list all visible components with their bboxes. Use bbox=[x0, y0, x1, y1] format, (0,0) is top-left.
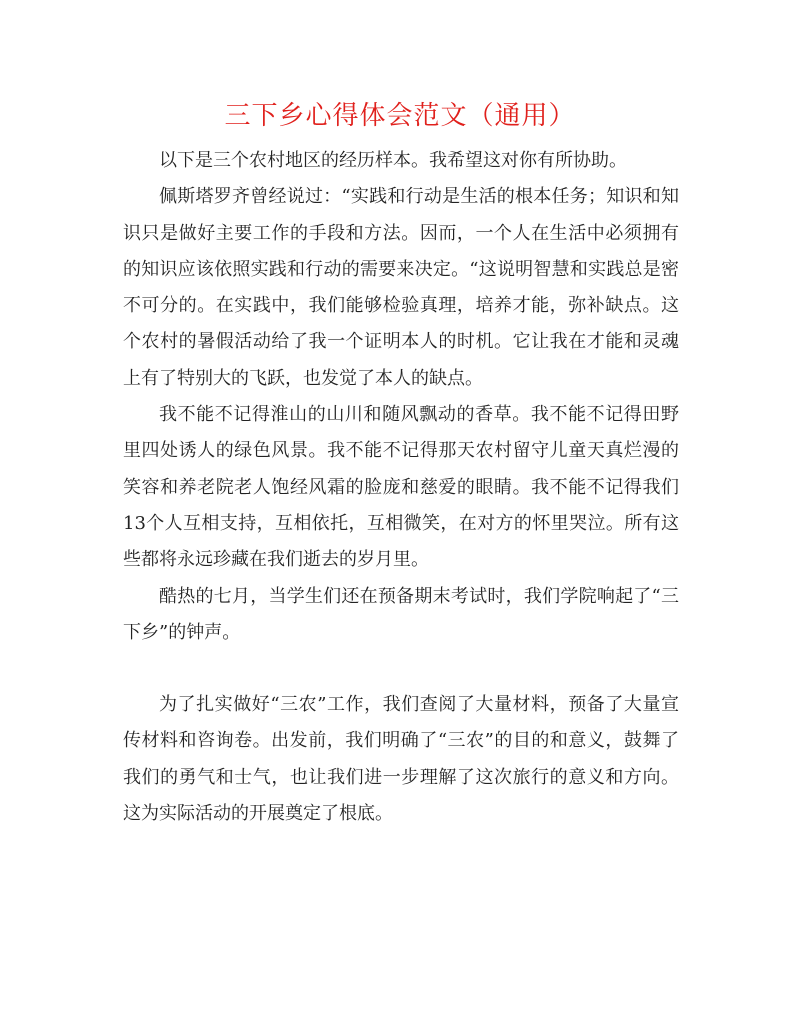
document-title: 三下乡心得体会范文（通用） bbox=[224, 101, 576, 131]
paragraph-quote: 佩斯塔罗齐曾经说过：“实践和行动是生活的根本任务；知识和知识只是做好主要工作的手段和方法。因而，一个人在生活中必须拥有的知识应该依照实践和行动的需要来决定。“这说明智慧和实践总是密不可分的。在实践中，我们能够检验真理，培养才能，弥补缺点。这个农村的暑假活动给了我一个证明本人的时机。它让我在才能和灵魂上有了特别大的飞跃，也发觉了本人的缺点。 bbox=[123, 186, 679, 389]
paragraph-memories: 我不能不记得淮山的山川和随风飘动的香草。我不能不记得田野里四处诱人的绿色风景。我不能不记得那天农村留守儿童天真烂漫的笑容和养老院老人饱经风霜的脸庞和慈爱的眼睛。我不能不记得我们13个人互相支持，互相依托，互相微笑，在对方的怀里哭泣。所有这些都将永远珍藏在我们逝去的岁月里。 bbox=[123, 404, 679, 571]
document-body bbox=[123, 143, 679, 832]
paragraph-july: 酷热的七月，当学生们还在预备期末考试时，我们学院响起了“三下乡”的钟声。 bbox=[123, 585, 679, 643]
paragraph-preparation: 为了扎实做好“三农”工作，我们查阅了大量材料，预备了大量宣传材料和咨询卷。出发前，我们明确了“三农”的目的和意义，鼓舞了我们的勇气和士气，也让我们进一步理解了这次旅行的意义和方向。这为实际活动的开展奠定了根底。 bbox=[123, 694, 679, 825]
paragraph-spacer bbox=[123, 651, 679, 687]
paragraph-intro: 以下是三个农村地区的经历样本。我希望这对你有所协助。 bbox=[159, 150, 627, 171]
